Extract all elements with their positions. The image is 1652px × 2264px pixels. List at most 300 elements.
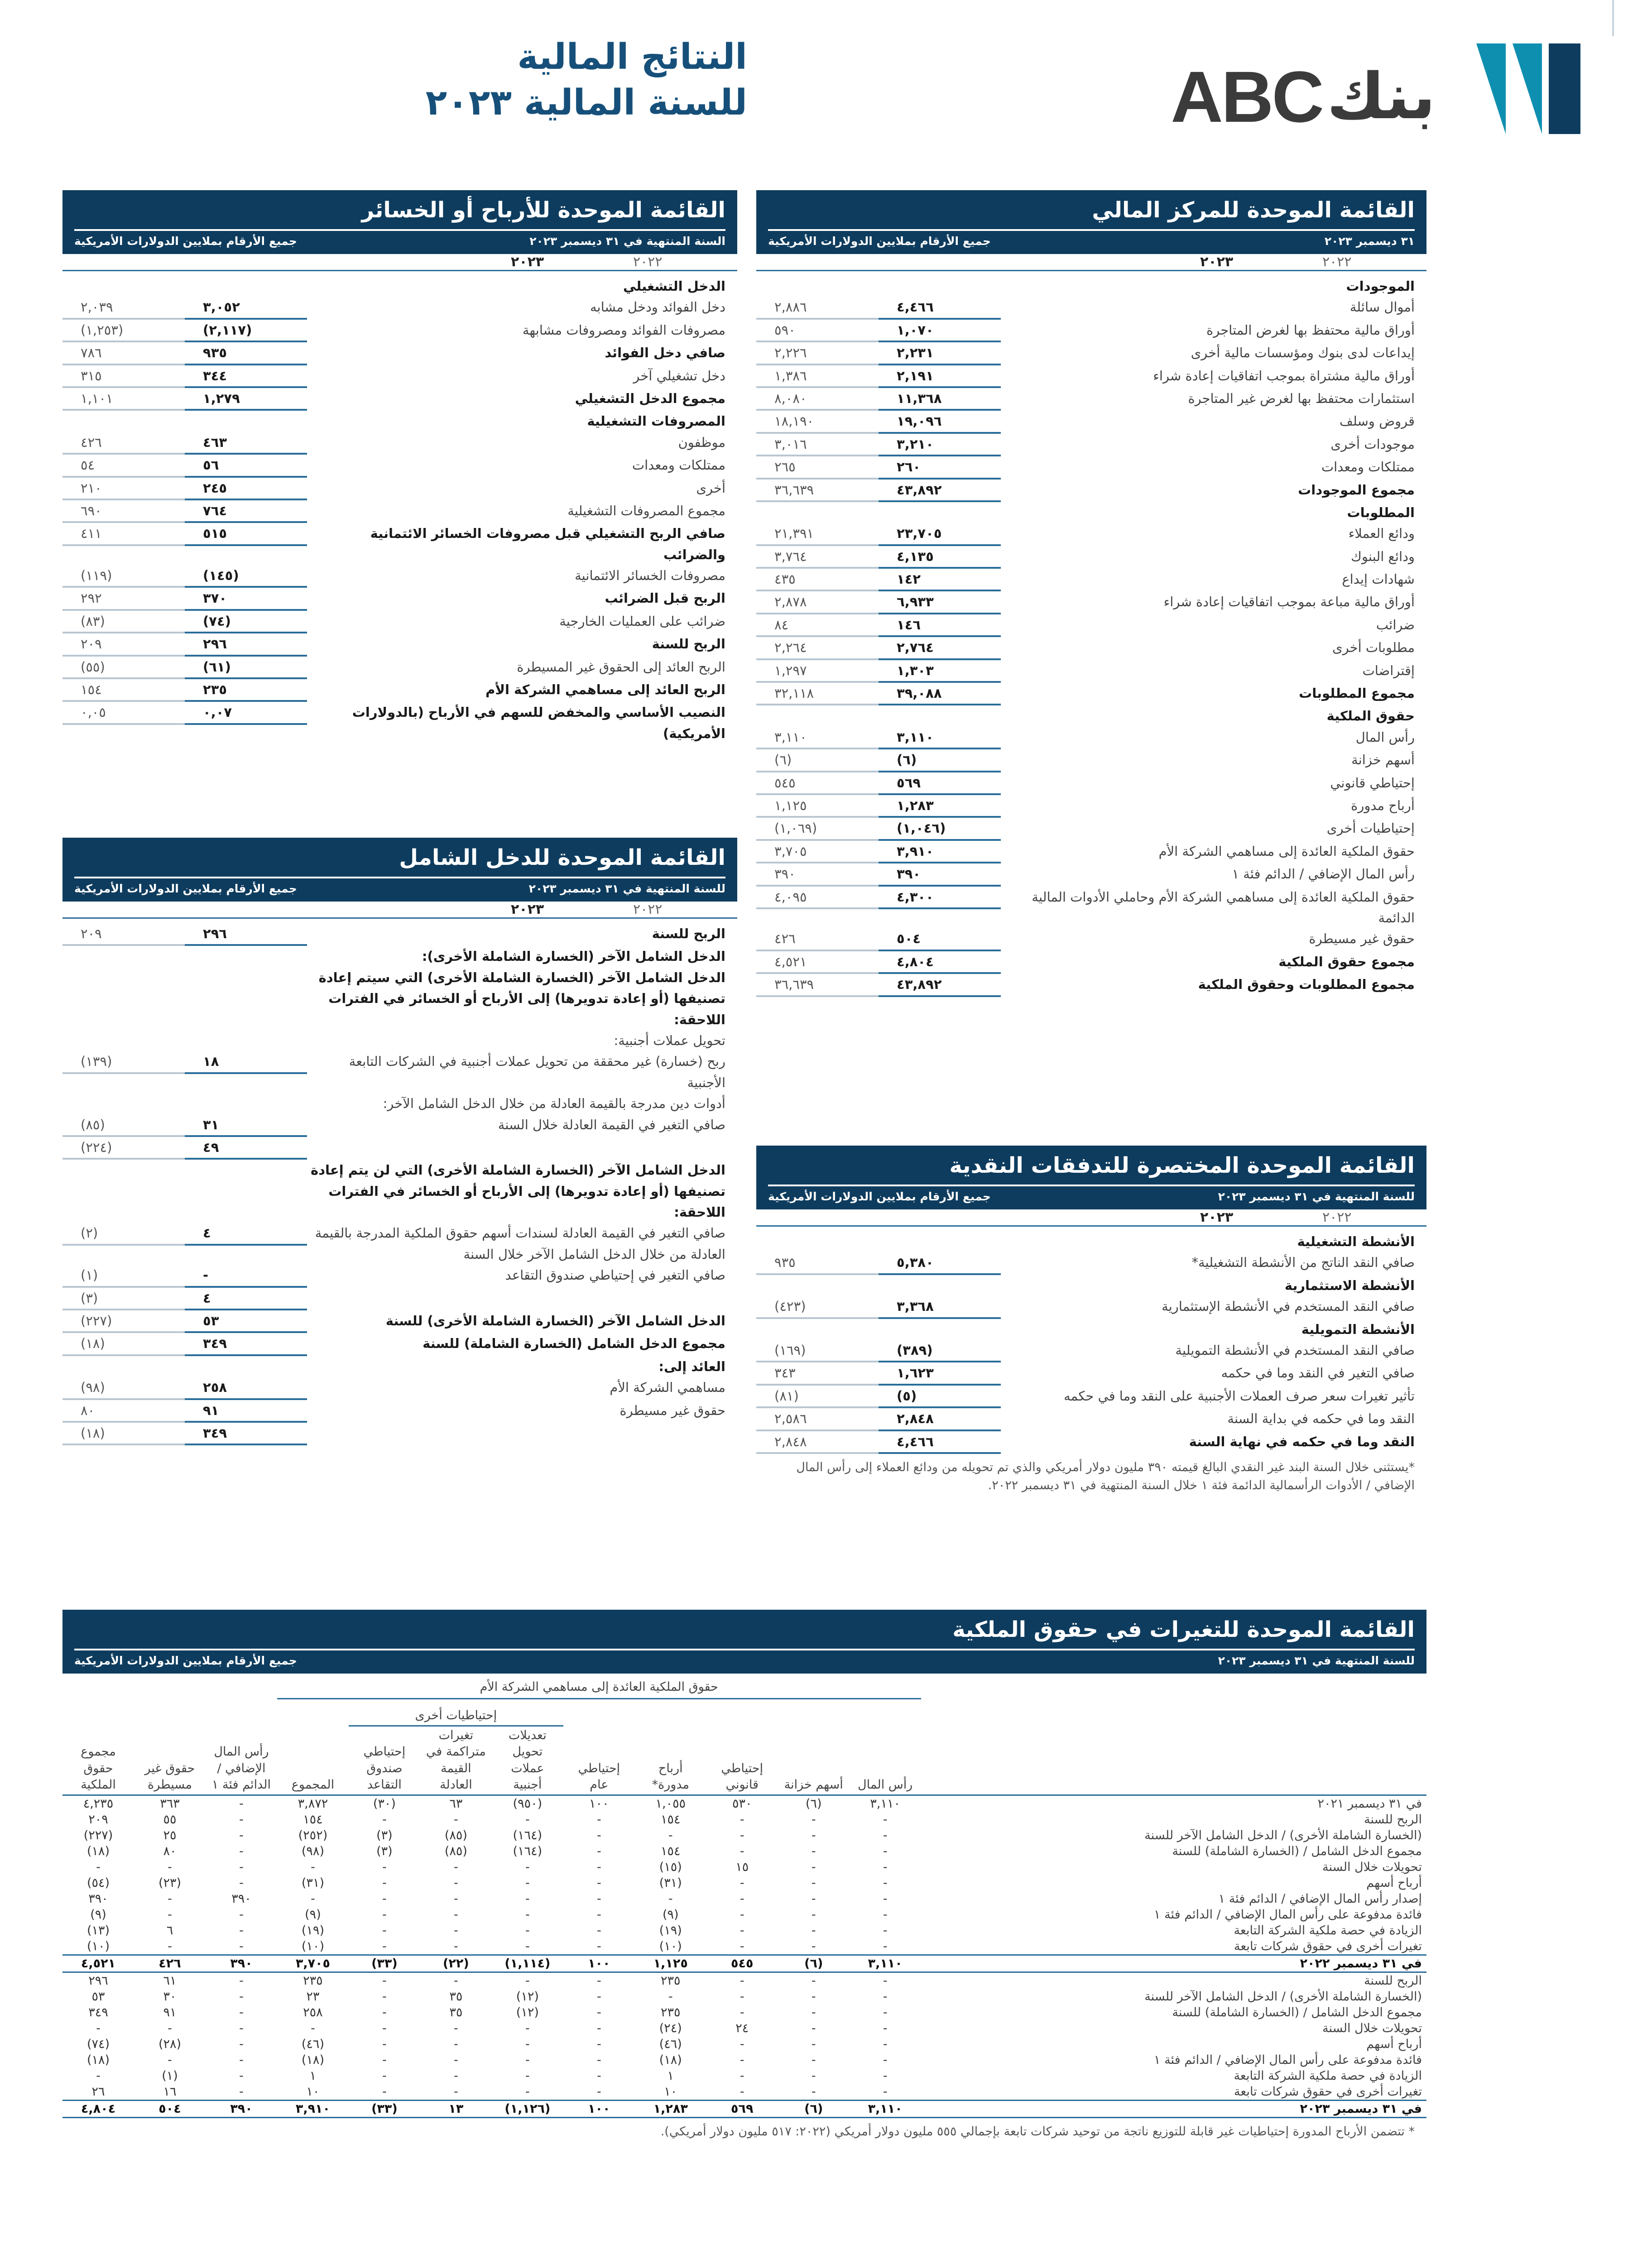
bs-row: [756, 320, 1426, 342]
pl-row-value-current: ٩٣٥: [185, 342, 307, 365]
pl-row-value-previous: ١٥٤: [62, 679, 185, 702]
ci-title: القائمة الموحدة للدخل الشامل: [399, 845, 725, 870]
bs-row-value-previous: ٢,٨٧٨: [756, 591, 879, 614]
eq-group-row: [62, 1678, 1426, 1699]
eq-cell: (٢٨): [158, 2037, 182, 2051]
eq-cell: -: [168, 1860, 172, 1874]
ci-row-label: صافي التغير في القيمة العادلة لسندات أسهم حقوق الملكية المدرجة بالقيمة العادلة من خلال الدخل الشامل الآخر خلال السنة: [315, 1225, 725, 1262]
eq-cell: -: [382, 1907, 387, 1922]
equity-changes-panel: [62, 1610, 1426, 2145]
eq-cell: (٣٣): [349, 2100, 420, 2117]
eq-cell: -: [382, 1891, 387, 1906]
bs-row: [756, 365, 1426, 388]
bs-row: [756, 637, 1426, 660]
bs-row-label: استثمارات محتفظ بها لغرض غير المتاجرة: [1188, 390, 1415, 406]
ci-year-prev: ٢٠٢٢: [633, 902, 663, 917]
pl-row: [62, 633, 737, 656]
eq-cell: ٥٥: [163, 1812, 177, 1827]
bs-row-label: أوراق مالية مباعة بموجب اتفاقيات إعادة شراء: [1163, 594, 1415, 610]
ci-row-label: أدوات دين مدرجة بالقيمة العادلة من خلال الدخل الشامل الآخر:: [383, 1096, 725, 1112]
pl-row-label: مصروفات الفوائد ومصروفات مشابهة: [522, 322, 725, 338]
bs-row-value-current: ٤,٣٠٠: [879, 887, 1001, 909]
cf-year-cur: ٢٠٢٣: [1200, 1209, 1234, 1225]
ci-rows: [62, 923, 737, 1445]
ci-row-label: الدخل الشامل الآخر (الخسارة الشاملة الأخرى) التي سيتم إعادة تصنيفها (أو إعادة تدويرها) إلى الأرباح أو الخسائر في الفترات اللاحقة:: [318, 969, 725, 1027]
bs-row-value-current: ٤٣,٨٩٢: [879, 974, 1001, 997]
eq-cell: -: [596, 2021, 601, 2035]
ci-row-value-previous: (١٨): [62, 1423, 185, 1445]
ci-row-label: صافي التغير في إحتياطي صندوق التقاعد: [505, 1267, 725, 1283]
ci-row-label: ربح (خسارة) غير محققة من تحويل عملات أجنبية في الشركات التابعة الأجنبية: [349, 1054, 725, 1090]
cf-row-value-previous: ٢,٥٨٦: [756, 1408, 879, 1431]
pl-row: [62, 478, 737, 500]
cf-row: [756, 1386, 1426, 1408]
bs-row-value-current: ٢٦٠: [879, 456, 1001, 479]
eq-cell: -: [811, 1939, 816, 1953]
pl-header: [62, 190, 737, 254]
bs-units: جميع الأرقام بملايين الدولارات الأمريكية: [768, 235, 991, 248]
pl-row-value-previous: (١,٢٥٣): [62, 320, 185, 342]
bs-row-value-previous: ٣٩٠: [756, 863, 879, 886]
eq-body: [62, 1795, 1426, 2117]
cf-row-value-current: ٣,٣٦٨: [879, 1296, 1001, 1319]
eq-cell: ٢٩٦: [88, 1973, 108, 1988]
bs-row: [756, 480, 1426, 502]
pl-row-value-previous: ٠,٠٥: [62, 702, 185, 724]
pl-row: [62, 702, 737, 744]
bs-row-label: حقوق الملكية العائدة إلى مساهمي الشركة الأم وحاملي الأدوات المالية الدائمة: [1032, 889, 1415, 926]
ci-row: [62, 1333, 737, 1356]
pl-row-value-current: ٣٧٠: [185, 588, 307, 610]
cf-subtitle: للسنة المنتهية في ٣١ ديسمبر ٢٠٢٣: [1218, 1190, 1415, 1203]
eq-cell: ١: [667, 2068, 674, 2083]
eq-cell: ١٠: [306, 2084, 320, 2099]
eq-cell: (١٠): [659, 1939, 682, 1953]
pl-row-value-current: ١,٢٧٩: [185, 388, 307, 411]
eq-cell: -: [168, 2021, 172, 2035]
pl-row-label: المصروفات التشغيلية: [587, 413, 725, 429]
eq-group-parent: حقوق الملكية العائدة إلى مساهمي الشركة الأم: [480, 1680, 718, 1694]
ci-row-value-previous: (٣): [62, 1288, 185, 1310]
bs-row-value-previous: ١٨,١٩٠: [756, 411, 879, 433]
pl-row-value-previous: ٧٨٦: [62, 342, 185, 365]
eq-cell: ٣,١١٠: [870, 1796, 900, 1811]
bs-row-label: ودائع العملاء: [1348, 526, 1415, 542]
eq-cell: -: [382, 2068, 387, 2083]
eq-column-header: تغيرات متراكمة في القيمة العادلة: [426, 1728, 486, 1792]
cf-rows: [756, 1231, 1426, 1454]
bs-row: [756, 772, 1426, 795]
pl-row-value-current: ٣,٠٥٢: [185, 297, 307, 319]
eq-cell: (١٩): [301, 1923, 324, 1938]
ci-year-header: [62, 902, 737, 919]
cf-note: *يستثنى خلال السنة البند غير النقدي البالغ قيمته ٣٩٠ مليون دولار أمريكي والذي تم تحويله من ودائع العملاء إلى رأس المال الإضافي / الأدوات الرأسمالية الدائمة فئة ١ خلال السنة المنتهية في ٣١ ديسمبر ٢٠٢٢.: [796, 1460, 1415, 1493]
bs-row-value-current: ٢,١٩١: [879, 365, 1001, 388]
eq-cell: -: [382, 1973, 387, 1988]
eq-cell: -: [740, 1875, 744, 1890]
eq-cell: -: [883, 2053, 888, 2067]
cf-row-label: النقد وما في حكمه في نهاية السنة: [1189, 1434, 1415, 1449]
pl-row-value-previous: (٨٣): [62, 611, 185, 633]
ci-row: [62, 1051, 737, 1093]
eq-cell: (١): [162, 2068, 178, 2083]
ci-row-value-previous: ٢٠٩: [62, 923, 185, 946]
pl-row-label: دخل تشغيلي آخر: [633, 368, 725, 384]
eq-cell: (٢٢٧): [83, 1828, 113, 1842]
eq-cell: -: [454, 1939, 458, 1953]
ci-row: [62, 1356, 737, 1377]
eq-cell: -: [883, 2021, 888, 2035]
pl-row-label: أخرى: [696, 480, 725, 496]
bs-row: [756, 727, 1426, 749]
pl-row: [62, 388, 737, 411]
cf-row-label: صافي النقد المستخدم في الأنشطة التمويلية: [1175, 1342, 1415, 1358]
eq-cell: ٦١: [163, 1973, 177, 1988]
bs-year-header: [756, 254, 1426, 271]
eq-cell: (٣١): [659, 1875, 682, 1890]
eq-cell: -: [740, 1844, 744, 1858]
ci-row-label: الربح للسنة: [652, 926, 725, 941]
cf-row-value-current: (٥): [879, 1386, 1001, 1408]
ci-units: جميع الأرقام بملايين الدولارات الأمريكية: [74, 882, 297, 895]
pl-row: [62, 276, 737, 297]
pl-row: [62, 500, 737, 523]
eq-column-header: أرباح مدورة*: [652, 1761, 689, 1792]
eq-cell: -: [382, 2021, 387, 2035]
eq-cell: -: [525, 1923, 530, 1938]
pl-row-label: ممتلكات ومعدات: [632, 457, 725, 473]
pl-row-value-current: ٤٦٣: [185, 432, 307, 455]
eq-cell: (٣١): [301, 1875, 324, 1890]
eq-cell: (٣٠): [373, 1796, 396, 1811]
bs-row-label: حقوق الملكية العائدة إلى مساهمي الشركة الأم: [1158, 843, 1415, 859]
eq-row-label: الربح للسنة: [1364, 1812, 1422, 1827]
pl-row-value-previous: ٢٩٢: [62, 588, 185, 610]
eq-cell: (٩): [662, 1907, 679, 1922]
bs-row-label: أرباح مدورة: [1351, 797, 1415, 813]
pl-row-value-previous: ١,١٠١: [62, 388, 185, 411]
eq-cell: -: [382, 2005, 387, 2019]
bs-row: [756, 683, 1426, 705]
pl-row-label: الربح العائد إلى الحقوق غير المسيطرة: [517, 659, 725, 675]
pl-row-value-previous: ٣١٥: [62, 365, 185, 388]
bs-row: [756, 297, 1426, 319]
bs-row-value-previous: ٥٤٥: [756, 772, 879, 795]
bs-row: [756, 841, 1426, 863]
eq-row-label: في ٣١ ديسمبر ٢٠٢٢: [921, 1955, 1426, 1972]
eq-row-label: الزيادة في حصة ملكية الشركة التابعة: [1234, 2068, 1422, 2083]
eq-cell: ١٥: [735, 1860, 749, 1874]
bs-row-value-previous: ٨,٠٨٠: [756, 388, 879, 411]
eq-cell: ٢٣: [306, 1989, 320, 2004]
eq-cell: -: [811, 1891, 816, 1906]
equity-table: [62, 1678, 1426, 2118]
cf-row-value-previous: ٩٣٥: [756, 1252, 879, 1275]
cf-row-value-previous: (١٦٩): [756, 1340, 879, 1362]
eq-cell: -: [454, 2084, 458, 2099]
eq-cell: (٢٥٢): [298, 1828, 328, 1842]
eq-cell: (١٨): [659, 2053, 682, 2067]
cf-row-value-current: (٣٨٩): [879, 1340, 1001, 1362]
bs-row-value-current: ١,٣٠٣: [879, 660, 1001, 683]
eq-cell: (٥٤): [86, 1875, 110, 1890]
eq-cell: ١٣: [420, 2100, 492, 2117]
pl-year-cur: ٢٠٢٣: [511, 254, 544, 270]
cf-row-value-current: ٤,٤٦٦: [879, 1431, 1001, 1454]
eq-column-header: المجموع: [291, 1778, 335, 1792]
title-line-1: النتائج المالية: [517, 37, 747, 77]
bs-row-label: مجموع المطلوبات: [1299, 686, 1415, 701]
eq-cell: -: [740, 1828, 744, 1842]
eq-note: * تتضمن الأرباح المدورة إحتياطيات غير قابلة للتوزيع ناتجة من توحيد شركات تابعة بإجمالي ٥٥٥ مليون دولار أمريكي (٢٠٢٢: ٥١٧ مليون دولار أمريكي).: [660, 2124, 1415, 2139]
eq-cell: ٩١: [163, 2005, 177, 2019]
bs-row: [756, 705, 1426, 726]
pl-row-value-current: ٧٦٤: [185, 500, 307, 523]
bs-row-value-current: ٣,٢١٠: [879, 434, 1001, 456]
eq-cell: -: [168, 1907, 172, 1922]
bs-row-value-current: ٢٣,٧٠٥: [879, 523, 1001, 546]
bs-row-value-previous: ٣,٧٠٥: [756, 841, 879, 863]
bs-row-label: حقوق غير مسيطرة: [1309, 931, 1415, 947]
eq-cell: -: [96, 2068, 101, 2083]
eq-cell: -: [811, 2021, 816, 2035]
cf-year-prev: ٢٠٢٢: [1322, 1209, 1352, 1225]
bs-row-label: أموال سائلة: [1349, 299, 1415, 315]
bs-row: [756, 887, 1426, 929]
eq-cell: -: [239, 1939, 244, 1953]
eq-cell: -: [382, 1923, 387, 1938]
ci-row-value-previous: (١٣٩): [62, 1051, 185, 1074]
eq-cell: -: [596, 1844, 601, 1858]
pl-row: [62, 657, 737, 679]
eq-cell: ٣٩٠: [206, 1955, 277, 1972]
top-right-rule: [1612, 0, 1614, 36]
ci-row-value-current: ٤٩: [185, 1137, 307, 1160]
cf-row: [756, 1296, 1426, 1319]
pl-row: [62, 365, 737, 388]
ci-row: [62, 967, 737, 1030]
eq-cell: -: [382, 1939, 387, 1953]
bs-row: [756, 591, 1426, 614]
eq-cell: ٥٤٥: [706, 1955, 778, 1972]
pl-row-value-previous: ٢١٠: [62, 478, 185, 500]
cf-row-value-previous: (٨١): [756, 1386, 879, 1408]
ci-row: [62, 1030, 737, 1051]
bs-row-label: ممتلكات ومعدات: [1321, 459, 1415, 475]
eq-cell: ١٠: [664, 2084, 677, 2099]
eq-column-headers: [62, 1726, 1426, 1795]
eq-cell: -: [883, 2037, 888, 2051]
eq-cell: -: [883, 1875, 888, 1890]
pl-row: [62, 588, 737, 610]
bs-row-value-current: ٤,٤٦٦: [879, 297, 1001, 319]
pl-row-label: مجموع المصروفات التشغيلية: [567, 503, 725, 518]
ci-row-value-previous: (٢): [62, 1223, 185, 1245]
eq-cell: -: [811, 2084, 816, 2099]
bs-row: [756, 951, 1426, 974]
bs-row: [756, 569, 1426, 591]
cf-row-label: صافي النقد الناتج من الأنشطة التشغيلية*: [1191, 1255, 1415, 1271]
eq-cell: ٢٠٩: [88, 1812, 108, 1827]
ci-year-cur: ٢٠٢٣: [511, 902, 544, 917]
bs-row-value-current: ١٤٢: [879, 569, 1001, 591]
eq-row: [62, 1907, 1426, 1923]
bs-row: [756, 411, 1426, 433]
eq-cell: ١: [309, 2068, 317, 2083]
pl-row-value-previous: ٥٤: [62, 455, 185, 477]
eq-cell: -: [811, 1844, 816, 1858]
pl-row-value-current: (٢,١١٧): [185, 320, 307, 342]
ci-header: [62, 838, 737, 902]
cf-row-label: الأنشطة الاستثمارية: [1284, 1277, 1415, 1293]
eq-cell: (١,١١٤): [492, 1955, 563, 1972]
eq-cell: -: [168, 1939, 172, 1953]
bs-row-label: رأس المال الإضافي / الدائم فئة ١: [1232, 866, 1415, 882]
pl-row-value-previous: (٥٥): [62, 657, 185, 679]
eq-cell: ١٦: [163, 2084, 177, 2099]
pl-row-label: دخل الفوائد ودخل مشابه: [590, 299, 725, 315]
logo-arabic: بنك: [1326, 60, 1436, 134]
bs-year-cur: ٢٠٢٣: [1200, 254, 1234, 270]
pl-units: جميع الأرقام بملايين الدولارات الأمريكية: [74, 235, 297, 248]
pl-row-label: الربح العائد إلى مساهمي الشركة الأم: [485, 682, 725, 698]
ci-row-value-current: ٤: [185, 1288, 307, 1310]
eq-row-label: تغيرات أخرى في حقوق شركات تابعة: [1234, 2084, 1422, 2099]
eq-cell: -: [596, 1812, 601, 1827]
eq-cell: -: [239, 2068, 244, 2083]
eq-cell: -: [454, 1875, 458, 1890]
eq-cell: ٣٩٠: [88, 1891, 108, 1906]
eq-cell: -: [811, 1812, 816, 1827]
cf-row-label: الأنشطة التمويلية: [1301, 1321, 1415, 1337]
ci-row: [62, 1160, 737, 1223]
cf-row: [756, 1319, 1426, 1340]
ci-row-value-current: ٥٣: [185, 1310, 307, 1333]
pl-row-label: موظفون: [678, 434, 725, 450]
bs-row: [756, 928, 1426, 951]
eq-cell: (٩٨): [301, 1844, 324, 1858]
bs-row-label: مطلوبات أخرى: [1332, 640, 1415, 656]
eq-cell: (٨٥): [444, 1844, 467, 1858]
eq-cell: ٤,٥٢١: [62, 1955, 134, 1972]
cf-row: [756, 1231, 1426, 1252]
eq-cell: -: [525, 2068, 530, 2083]
bs-row-value-current: ٥٦٩: [879, 772, 1001, 795]
bs-row-label: شهادات إيداع: [1342, 571, 1415, 587]
bs-row: [756, 749, 1426, 772]
pl-row-value-previous: ٢٠٩: [62, 633, 185, 656]
bs-row: [756, 795, 1426, 818]
profit-loss-panel: [62, 190, 737, 744]
bs-row-label: مجموع الموجودات: [1298, 482, 1415, 498]
eq-cell: -: [811, 1907, 816, 1922]
eq-cell: (١٢): [516, 1989, 539, 2004]
eq-cell: -: [596, 1973, 601, 1988]
eq-cell: -: [525, 2021, 530, 2035]
ci-row-value-previous: ٨٠: [62, 1400, 185, 1423]
ci-row-value-current: ٣١: [185, 1114, 307, 1137]
eq-column-header: تعديلات تحويل عملات أجنبية: [508, 1728, 547, 1792]
eq-cell: -: [239, 1828, 244, 1842]
eq-cell: -: [883, 1844, 888, 1858]
pl-row: [62, 432, 737, 455]
eq-cell: -: [740, 2084, 744, 2099]
eq-cell: (٦): [778, 1955, 850, 1972]
eq-cell: (٤٦): [301, 2037, 324, 2051]
bank-logo: [1119, 43, 1580, 139]
eq-cell: -: [96, 2021, 101, 2035]
bs-row-label: إحتياطي قانوني: [1330, 775, 1415, 791]
eq-cell: -: [239, 1860, 244, 1874]
pl-row-value-current: ٠,٠٧: [185, 702, 307, 724]
eq-subgroup-row: [62, 1699, 1426, 1726]
bs-row-value-previous: ١,٢٩٧: [756, 660, 879, 683]
eq-column-header: رأس المال الإضافي / الدائم فئة ١: [211, 1745, 271, 1792]
pl-row-value-current: ٥١٥: [185, 523, 307, 546]
eq-group-other: إحتياطيات أخرى: [415, 1708, 497, 1723]
eq-cell: -: [525, 1907, 530, 1922]
eq-cell: -: [740, 2005, 744, 2019]
eq-row-label: في ٣١ ديسمبر ٢٠٢١: [1317, 1796, 1422, 1811]
pl-row: [62, 565, 737, 588]
eq-row-label: تحويلات خلال السنة: [1322, 1860, 1422, 1874]
eq-cell: -: [811, 1828, 816, 1842]
eq-row: [62, 1828, 1426, 1843]
eq-cell: -: [239, 1989, 244, 2004]
bs-row-value-previous: ٣,٠١٦: [756, 434, 879, 456]
eq-cell: -: [239, 2037, 244, 2051]
eq-cell: ٢٦: [91, 2084, 105, 2099]
cf-row-label: صافي النقد المستخدم في الأنشطة الإستثمارية: [1162, 1299, 1415, 1314]
bs-row-value-current: ١,٢٨٣: [879, 795, 1001, 818]
eq-cell: ٣٦٣: [160, 1796, 180, 1811]
eq-cell: ٣,١١٠: [850, 2100, 921, 2117]
pl-row-label: مجموع الدخل التشغيلي: [575, 390, 725, 406]
eq-cell: -: [382, 1989, 387, 2004]
ci-row-value-previous: (١٨): [62, 1333, 185, 1356]
cf-row: [756, 1252, 1426, 1275]
bs-row-label: المطلوبات: [1347, 504, 1415, 520]
eq-cell: -: [811, 2053, 816, 2067]
bs-row-value-previous: ٣٢,١١٨: [756, 683, 879, 705]
eq-cell: -: [454, 2068, 458, 2083]
pl-row-label: الربح للسنة: [652, 636, 725, 652]
bs-row: [756, 276, 1426, 297]
bs-row-value-current: (١,٠٤٦): [879, 818, 1001, 840]
eq-cell: ٣٩٠: [231, 1891, 251, 1906]
bs-row-value-current: ١,٠٧٠: [879, 320, 1001, 342]
title-line-2: للسنة المالية ٢٠٢٣: [425, 82, 747, 124]
cash-flow-panel: [756, 1146, 1426, 1500]
eq-row-label: فائدة مدفوعة على رأس المال الإضافي / الدائم فئة ١: [1153, 1907, 1422, 1922]
ci-row-value-previous: (٢٢٧): [62, 1310, 185, 1333]
eq-cell: (١٩): [659, 1923, 682, 1938]
eq-cell: -: [525, 1939, 530, 1953]
eq-cell: -: [382, 2084, 387, 2099]
bs-row-label: رأس المال: [1355, 729, 1415, 745]
pl-row: [62, 455, 737, 477]
eq-cell: (٣): [376, 1828, 393, 1842]
eq-cell: -: [883, 2005, 888, 2019]
eq-row-label: أرباح أسهم: [1366, 2037, 1422, 2051]
ci-row-value-previous: (١): [62, 1265, 185, 1287]
bs-row-value-current: ٢,٧٦٤: [879, 637, 1001, 660]
eq-cell: ١٠٠: [589, 1796, 609, 1811]
pl-row-value-previous: ٢,٠٣٩: [62, 297, 185, 319]
bs-row: [756, 974, 1426, 997]
eq-cell: -: [239, 1844, 244, 1858]
eq-cell: -: [668, 1989, 673, 2004]
